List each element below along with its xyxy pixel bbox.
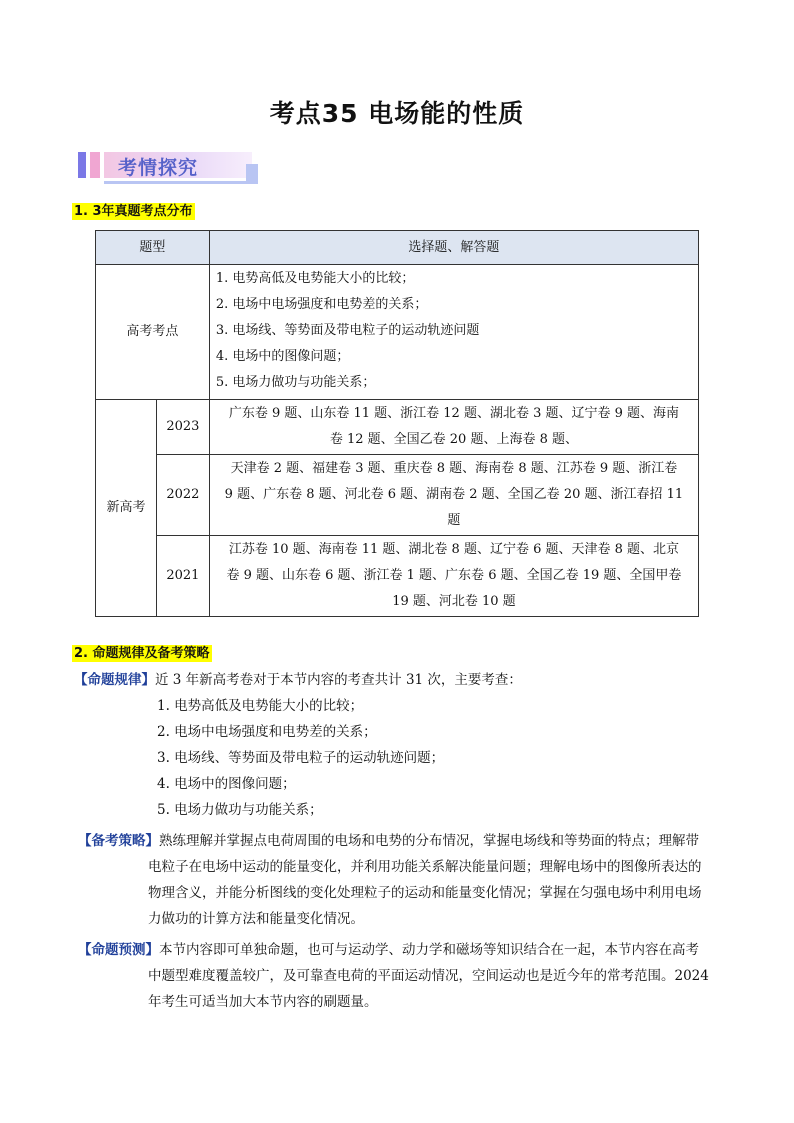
strategy-first-line	[78, 828, 722, 854]
list-item: 5. 电场力做功与功能关系；	[157, 802, 323, 818]
table-row	[96, 536, 699, 617]
text-line: 广东卷 9 题、山东卷 11 题、浙江卷 12 题、湖北卷 3 题、辽宁卷 9 题、海南	[228, 406, 680, 421]
banner-edge	[246, 164, 258, 184]
exam-distribution-table	[95, 230, 699, 617]
kaodian-list	[209, 265, 698, 400]
strategy-tag: 【备考策略】	[78, 833, 159, 849]
text-line: 力做功的计算方法和能量变化情况。	[148, 911, 364, 927]
banner-stripe	[90, 152, 100, 178]
banner-stripe	[78, 152, 86, 178]
year-cell: 2021	[156, 536, 209, 617]
rule-list	[157, 693, 444, 823]
text-line: 卷 12 题、全国乙卷 20 题、上海卷 8 题、	[329, 432, 578, 447]
rule-intro: 近 3 年新高考卷对于本节内容的考查共计 31 次，主要考查：	[155, 672, 522, 688]
table-row	[96, 455, 699, 536]
banner-underline	[104, 181, 254, 184]
forecast-tag: 【命题预测】	[78, 942, 159, 958]
kaodian-label: 高考考点	[96, 265, 210, 400]
text-line: 年考生可适当加大本节内容的刷题量。	[148, 994, 378, 1010]
section-heading-strategy: 2. 命题规律及备考策略	[74, 646, 210, 661]
year-questions	[209, 536, 698, 617]
text-line: 9 题、广东卷 8 题、河北卷 6 题、湖南卷 2 题、全国乙卷 20 题、浙江春招 11	[224, 487, 684, 502]
table-header-cell: 题型	[96, 231, 210, 265]
text-line: 天津卷 2 题、福建卷 3 题、重庆卷 8 题、海南卷 8 题、江苏卷 9 题、浙江卷	[230, 461, 678, 476]
strategy-paragraph	[78, 828, 722, 932]
text-line: 题	[447, 513, 461, 528]
text-line: 江苏卷 10 题、海南卷 11 题、湖北卷 8 题、辽宁卷 6 题、天津卷 8 题、北京	[228, 542, 680, 557]
xingaokao-label: 新高考	[96, 400, 157, 617]
text-line: 中题型难度覆盖较广，及可靠查电荷的平面运动情况，空间运动也是近今年的常考范围。2024	[148, 968, 709, 984]
year-questions	[209, 400, 698, 455]
text-line: 电粒子在电场中运动的能量变化，并利用功能关系解决能量问题；理解电场中的图像所表达的	[148, 859, 702, 875]
rule-intro-line	[74, 667, 522, 693]
text-line: 物理含义，并能分析图线的变化处理粒子的运动和能量变化情况；掌握在匀强电场中利用电场	[148, 885, 702, 901]
list-item: 1. 电势高低及电势能大小的比较；	[215, 271, 415, 286]
forecast-first-line	[78, 937, 722, 963]
list-item: 5. 电场力做功与功能关系；	[215, 375, 376, 390]
banner-label: 考情探究	[118, 157, 199, 179]
year-cell: 2022	[156, 455, 209, 536]
year-questions	[209, 455, 698, 536]
list-item: 3. 电场线、等势面及带电粒子的运动轨迹问题；	[157, 750, 445, 766]
list-item: 2. 电场中电场强度和电势差的关系；	[215, 297, 428, 312]
table-header-cell: 选择题、解答题	[209, 231, 698, 265]
year-cell: 2023	[156, 400, 209, 455]
strategy-text: 熟练理解并掌握点电荷周围的电场和电势的分布情况，掌握电场线和等势面的特点；理解带	[159, 833, 699, 849]
forecast-paragraph	[78, 937, 722, 1015]
table-row	[96, 265, 699, 400]
page-title: 考点35 电场能的性质	[269, 99, 525, 128]
text-line: 19 题、河北卷 10 题	[392, 594, 516, 609]
list-item: 4. 电场中的图像问题；	[215, 349, 350, 364]
table-row	[96, 231, 699, 265]
list-item: 4. 电场中的图像问题；	[157, 776, 296, 792]
table-row	[96, 400, 699, 455]
list-item: 2. 电场中电场强度和电势差的关系；	[157, 724, 377, 740]
list-item: 1. 电势高低及电势能大小的比较；	[157, 698, 364, 714]
section-banner	[78, 150, 260, 190]
rule-tag: 【命题规律】	[74, 672, 155, 688]
forecast-text: 本节内容即可单独命题，也可与运动学、动力学和磁场等知识结合在一起，本节内容在高考	[159, 942, 699, 958]
list-item: 3. 电场线、等势面及带电粒子的运动轨迹问题	[215, 323, 480, 338]
text-line: 卷 9 题、山东卷 6 题、浙江卷 1 题、广东卷 6 题、全国乙卷 19 题、全国甲卷	[226, 568, 682, 583]
section-heading-distribution: 1. 3年真题考点分布	[74, 204, 193, 219]
